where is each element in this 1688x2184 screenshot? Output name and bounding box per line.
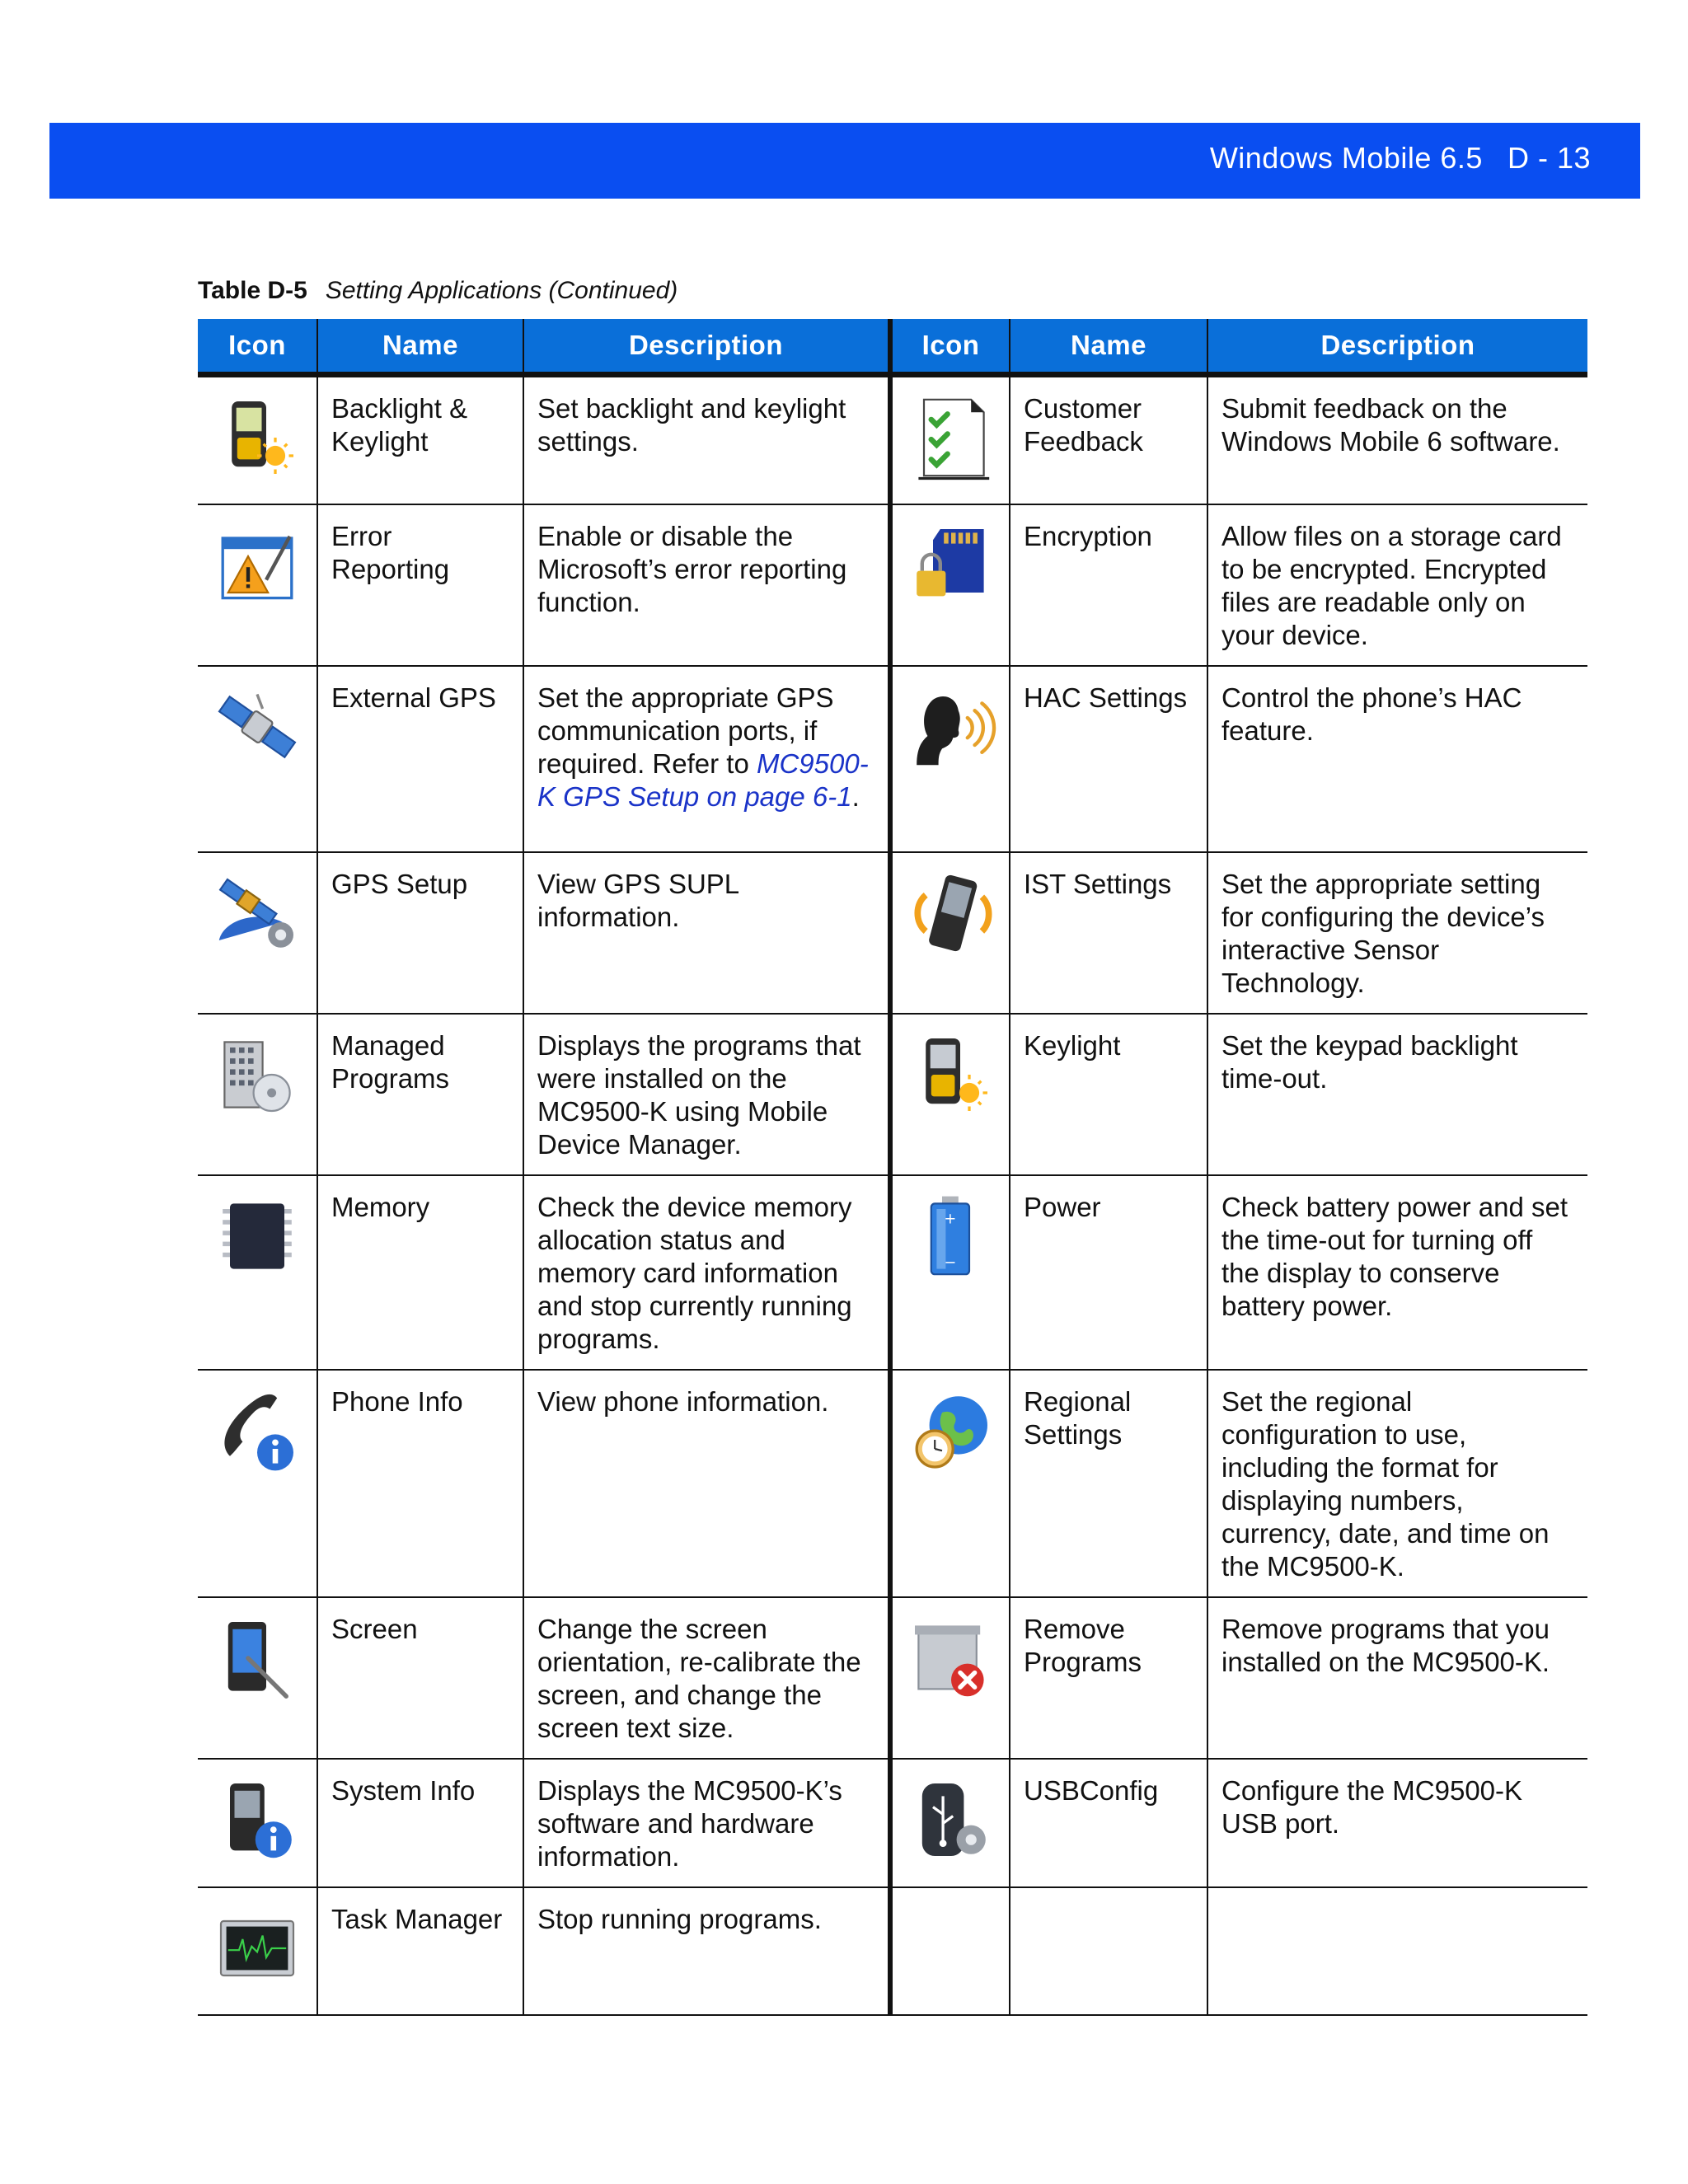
setting-name: External GPS	[317, 666, 523, 852]
setting-description: Set the appropriate setting for configuring the device’s interactive Sensor Technology.	[1207, 852, 1587, 1014]
icon-cell	[198, 1014, 317, 1175]
table-row	[198, 1887, 1587, 2015]
icon-cell	[198, 1759, 317, 1887]
setting-name: Power	[1010, 1175, 1207, 1370]
setting-name: Remove Programs	[1010, 1597, 1207, 1759]
icon-cell	[198, 852, 317, 1014]
description-text: Set the appropriate GPS communication ports, if required. Refer to	[537, 682, 834, 779]
ist-settings-icon	[906, 868, 996, 958]
setting-name: Error Reporting	[317, 504, 523, 666]
customer-feedback-icon	[906, 392, 996, 483]
setting-description: Check battery power and set the time-out for turning off the display to conserve battery power.	[1207, 1175, 1587, 1370]
phone-info-icon	[212, 1385, 302, 1476]
setting-description: Submit feedback on the Windows Mobile 6 software.	[1207, 375, 1587, 505]
setting-description: View GPS SUPL information.	[523, 852, 890, 1014]
setting-name: Screen	[317, 1597, 523, 1759]
error-reporting-icon	[212, 520, 302, 611]
setting-name: Memory	[317, 1175, 523, 1370]
setting-description: Set the keypad backlight time-out.	[1207, 1014, 1587, 1175]
icon-cell	[198, 666, 317, 852]
table-row	[198, 1014, 1587, 1175]
screen-icon	[212, 1613, 302, 1704]
empty-description-cell	[1207, 1887, 1587, 2015]
setting-name: IST Settings	[1010, 852, 1207, 1014]
table-label: Table D-5	[198, 277, 307, 304]
icon-cell	[890, 1175, 1010, 1370]
table-title: Setting Applications (Continued)	[325, 277, 678, 304]
col-header-icon: Icon	[890, 319, 1010, 375]
icon-cell	[890, 504, 1010, 666]
table-row	[198, 852, 1587, 1014]
encryption-icon	[906, 520, 996, 611]
setting-description: Configure the MC9500-K USB port.	[1207, 1759, 1587, 1887]
setting-description: Displays the programs that were installed on the MC9500-K using Mobile Device Manager.	[523, 1014, 890, 1175]
empty-name-cell	[1010, 1887, 1207, 2015]
empty-icon-cell	[890, 1887, 1010, 2015]
settings-table	[198, 319, 1587, 2016]
col-header-icon: Icon	[198, 319, 317, 375]
icon-cell	[198, 1887, 317, 2015]
setting-name: Encryption	[1010, 504, 1207, 666]
setting-name: Phone Info	[317, 1370, 523, 1597]
memory-icon	[212, 1191, 302, 1282]
table-row	[198, 375, 1587, 505]
icon-cell	[890, 666, 1010, 852]
setting-name: Backlight & Keylight	[317, 375, 523, 505]
table-caption	[198, 277, 678, 305]
gps-setup-link[interactable]: MC9500-K GPS Setup on page 6-1	[537, 748, 869, 812]
setting-name: Customer Feedback	[1010, 375, 1207, 505]
setting-description: Displays the MC9500-K’s software and hardware information.	[523, 1759, 890, 1887]
icon-cell	[890, 1370, 1010, 1597]
setting-name: USBConfig	[1010, 1759, 1207, 1887]
svg-text:−: −	[944, 1254, 957, 1272]
setting-name: Task Manager	[317, 1887, 523, 2015]
setting-description: View phone information.	[523, 1370, 890, 1597]
setting-description: Allow files on a storage card to be encrypted. Encrypted files are readable only on your device.	[1207, 504, 1587, 666]
icon-cell	[890, 1014, 1010, 1175]
table-row	[198, 1175, 1587, 1370]
setting-description: Remove programs that you installed on the MC9500-K.	[1207, 1597, 1587, 1759]
setting-name: System Info	[317, 1759, 523, 1887]
backlight-keylight-icon	[212, 392, 302, 483]
setting-name: GPS Setup	[317, 852, 523, 1014]
keylight-icon	[906, 1029, 996, 1120]
col-header-description: Description	[1207, 319, 1587, 375]
setting-description: Check the device memory allocation status and memory card information and stop currently running programs.	[523, 1175, 890, 1370]
table-row	[198, 1370, 1587, 1597]
col-header-name: Name	[1010, 319, 1207, 375]
icon-cell	[890, 1597, 1010, 1759]
col-header-description: Description	[523, 319, 890, 375]
remove-programs-icon	[906, 1613, 996, 1704]
setting-description: Enable or disable the Microsoft’s error reporting function.	[523, 504, 890, 666]
setting-description: Set the regional configuration to use, including the format for displaying numbers, currency, date, and time on the MC9500-K.	[1207, 1370, 1587, 1597]
setting-name: Keylight	[1010, 1014, 1207, 1175]
managed-programs-icon	[212, 1029, 302, 1120]
header-title: Windows Mobile 6.5	[1209, 141, 1483, 175]
external-gps-icon	[212, 682, 302, 772]
setting-name: Regional Settings	[1010, 1370, 1207, 1597]
usbconfig-icon	[906, 1774, 996, 1865]
table-row	[198, 1597, 1587, 1759]
icon-cell	[198, 504, 317, 666]
power-icon	[906, 1191, 996, 1282]
setting-description: Change the screen orientation, re-calibrate the screen, and change the screen text size.	[523, 1597, 890, 1759]
icon-cell	[890, 852, 1010, 1014]
icon-cell	[198, 1597, 317, 1759]
task-manager-icon	[212, 1903, 302, 1994]
table-row	[198, 666, 1587, 852]
col-header-name: Name	[317, 319, 523, 375]
svg-text:+: +	[944, 1211, 957, 1228]
icon-cell	[890, 375, 1010, 505]
page-number: D - 13	[1507, 141, 1591, 175]
setting-description: Control the phone’s HAC feature.	[1207, 666, 1587, 852]
icon-cell	[890, 1759, 1010, 1887]
table-header-row	[198, 319, 1587, 375]
setting-description	[523, 666, 890, 852]
header-text	[1210, 141, 1591, 176]
regional-settings-icon	[906, 1385, 996, 1476]
description-end: .	[851, 781, 860, 812]
icon-cell	[198, 375, 317, 505]
table-row	[198, 504, 1587, 666]
gps-setup-icon	[212, 868, 302, 958]
setting-description: Set backlight and keylight settings.	[523, 375, 890, 505]
system-info-icon	[212, 1774, 302, 1865]
hac-settings-icon	[906, 682, 996, 772]
setting-description: Stop running programs.	[523, 1887, 890, 2015]
setting-name: HAC Settings	[1010, 666, 1207, 852]
table-row	[198, 1759, 1587, 1887]
setting-name: Managed Programs	[317, 1014, 523, 1175]
page-header	[49, 123, 1640, 199]
icon-cell	[198, 1370, 317, 1597]
icon-cell	[198, 1175, 317, 1370]
